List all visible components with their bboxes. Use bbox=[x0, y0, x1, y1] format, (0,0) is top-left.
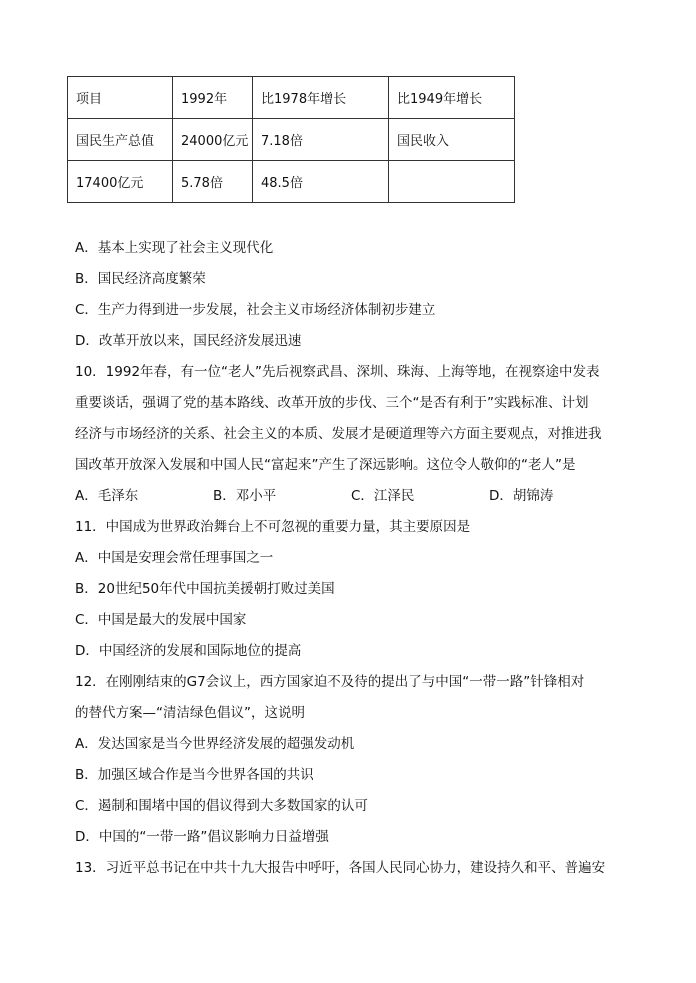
table-cell: 项目 bbox=[68, 77, 173, 119]
question-10-line: 国改革开放深入发展和中国人民“富起来”产生了深远影响。这位令人敬仰的“老人”是 bbox=[75, 457, 576, 473]
table-cell: 比1949年增长 bbox=[389, 77, 515, 119]
question-10-line: 经济与市场经济的关系、社会主义的本质、发展才是硬道理等六方面主要观点，对推进我 bbox=[75, 426, 602, 442]
option-d: D．胡锦涛 bbox=[489, 488, 554, 504]
question-10-line: 10．1992年春，有一位“老人”先后视察武昌、深圳、珠海、上海等地，在视察途中发表 bbox=[75, 364, 600, 380]
option-line: B．加强区域合作是当今世界各国的共识 bbox=[75, 767, 314, 783]
option-line: A．中国是安理会常任理事国之一 bbox=[75, 550, 274, 566]
option-line: C．生产力得到进一步发展，社会主义市场经济体制初步建立 bbox=[75, 302, 436, 318]
table-row bbox=[68, 161, 515, 203]
option-line: B．20世纪50年代中国抗美援朝打败过美国 bbox=[75, 581, 335, 597]
table-cell: 1992年 bbox=[173, 77, 253, 119]
table-cell: 48.5倍 bbox=[253, 161, 389, 203]
option-line: D．改革开放以来，国民经济发展迅速 bbox=[75, 333, 302, 349]
table-cell: 国民生产总值 bbox=[68, 119, 173, 161]
question-10-options bbox=[75, 481, 635, 512]
table-cell bbox=[389, 161, 515, 203]
option-b: B．邓小平 bbox=[213, 488, 277, 504]
option-line: D．中国经济的发展和国际地位的提高 bbox=[75, 643, 302, 659]
question-13-line: 13．习近平总书记在中共十九大报告中呼吁，各国人民同心协力，建设持久和平、普遍安 bbox=[75, 860, 606, 876]
option-line: D．中国的“一带一路”倡议影响力日益增强 bbox=[75, 829, 329, 845]
table-cell: 24000亿元 bbox=[173, 119, 253, 161]
table-cell: 国民收入 bbox=[389, 119, 515, 161]
option-line: A．基本上实现了社会主义现代化 bbox=[75, 240, 274, 256]
question-10-line: 重要谈话，强调了党的基本路线、改革开放的步伐、三个“是否有利于”实践标准、计划 bbox=[75, 395, 589, 411]
table-row bbox=[68, 119, 515, 161]
table-cell: 17400亿元 bbox=[68, 161, 173, 203]
option-c: C．江泽民 bbox=[351, 488, 415, 504]
table-cell: 7.18倍 bbox=[253, 119, 389, 161]
question-text bbox=[75, 233, 635, 884]
table-cell: 5.78倍 bbox=[173, 161, 253, 203]
question-12-line: 12．在刚刚结束的G7会议上，西方国家迫不及待的提出了与中国“一带一路”针锋相对 bbox=[75, 674, 585, 690]
table-cell: 比1978年增长 bbox=[253, 77, 389, 119]
option-line: C．遏制和围堵中国的倡议得到大多数国家的认可 bbox=[75, 798, 368, 814]
question-11-line: 11．中国成为世界政治舞台上不可忽视的重要力量，其主要原因是 bbox=[75, 519, 471, 535]
table-row bbox=[68, 77, 515, 119]
question-12-line: 的替代方案—“清洁绿色倡议”，这说明 bbox=[75, 705, 305, 721]
option-a: A．毛泽东 bbox=[75, 488, 139, 504]
option-line: C．中国是最大的发展中国家 bbox=[75, 612, 247, 628]
statistics-table bbox=[67, 76, 515, 203]
option-line: B．国民经济高度繁荣 bbox=[75, 271, 206, 287]
option-line: A．发达国家是当今世界经济发展的超强发动机 bbox=[75, 736, 355, 752]
